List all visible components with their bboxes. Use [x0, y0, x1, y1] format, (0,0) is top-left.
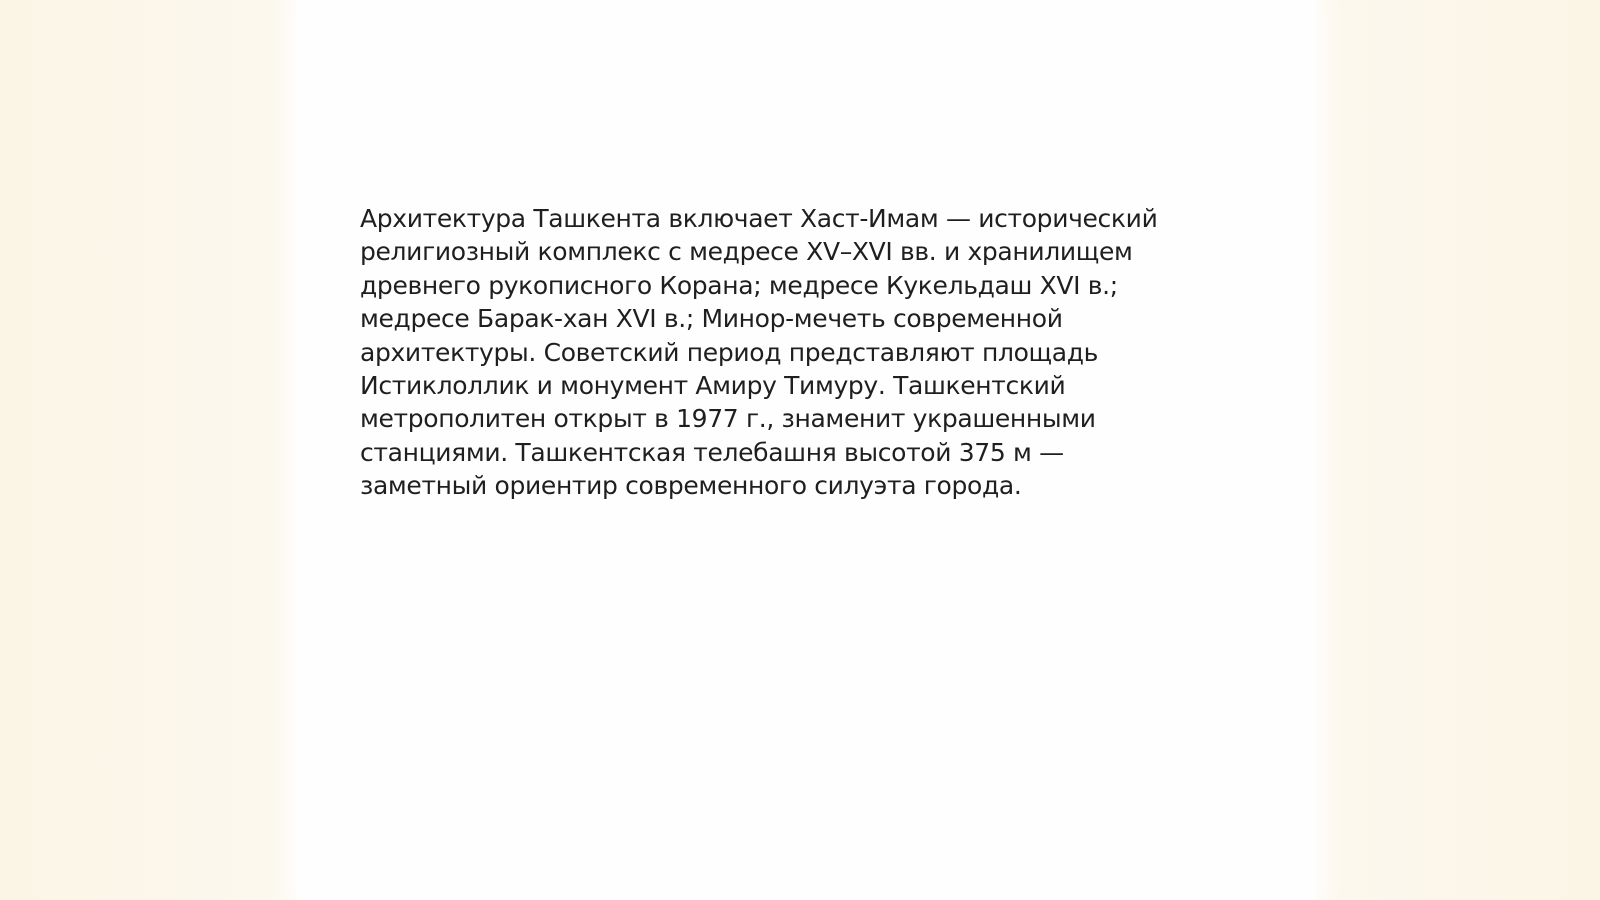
- paragraph-line: заметный ориентир современного силуэта города.: [360, 471, 1022, 501]
- paragraph-line: архитектуры. Советский период представляют площадь: [360, 337, 1099, 367]
- paragraph-line: метрополитен открыт в 1977 г., знаменит украшенными: [360, 404, 1096, 434]
- slide-canvas: [296, 0, 1316, 900]
- paragraph-line: религиозный комплекс с медресе XV–XVI вв. и хранилищем: [360, 237, 1133, 267]
- paragraph-line: Архитектура Ташкента включает Хаст-Имам — исторический: [360, 204, 1158, 233]
- paragraph-line: древнего рукописного Корана; медресе Кукельдаш XVI в.;: [360, 270, 1118, 300]
- body-paragraph: [360, 202, 1220, 503]
- paragraph-line: Истиклоллик и монумент Амиру Тимуру. Ташкентский: [360, 371, 1066, 401]
- paragraph-line: медресе Барак-хан XVI в.; Минор-мечеть современной: [360, 304, 1063, 334]
- paragraph-line: станциями. Ташкентская телебашня высотой 375 м —: [360, 437, 1064, 467]
